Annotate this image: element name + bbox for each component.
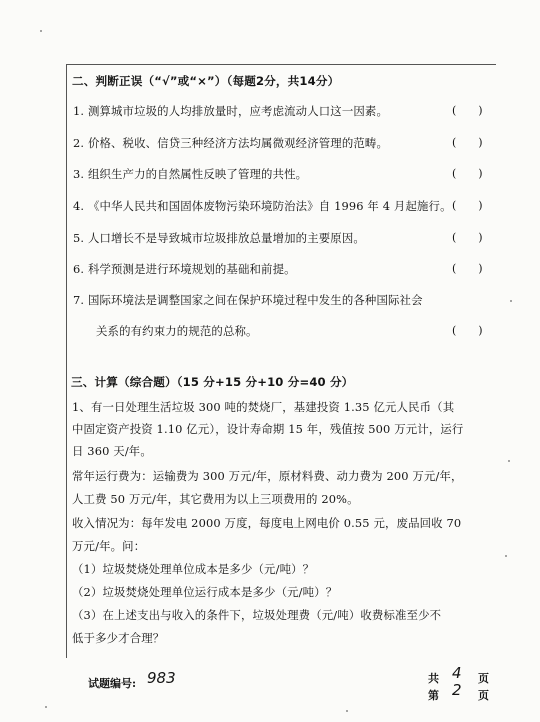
scan-speck xyxy=(505,555,507,557)
tf-item-5: 5. 人口增长不是导致城市垃圾排放总量增加的主要原因。 xyxy=(73,231,365,245)
tf-item-7-continued: 关系的有约束力的规范的总称。 xyxy=(96,324,258,338)
calc-problem-line-5: 人工费 50 万元/年，其它费用为以上三项费用的 20%。 xyxy=(72,492,359,506)
tf-item-2: 2. 价格、税收、信贷三种经济方法均属微观经济管理的范畴。 xyxy=(73,136,388,150)
calc-question-3: （3）在上述支出与收入的条件下，垃圾处理费（元/吨）收费标准至少不 xyxy=(72,608,442,622)
tf-answer-blank-1[interactable]: ( ) xyxy=(452,104,483,117)
tf-answer-blank-5[interactable]: ( ) xyxy=(452,231,483,244)
tf-answer-blank-3[interactable]: ( ) xyxy=(452,167,483,180)
calc-problem-line-7: 万元/年。问： xyxy=(72,539,146,553)
page-number-unit: 页 xyxy=(478,689,489,702)
calc-problem-line-4: 常年运行费为：运输费为 300 万元/年，原材料费、动力费为 200 万元/年， xyxy=(72,469,463,483)
page-number-label: 第 xyxy=(428,689,439,702)
tf-answer-blank-4[interactable]: ( ) xyxy=(452,199,483,212)
calc-problem-line-6: 收入情况为：每年发电 2000 万度，每度电上网电价 0.55 元，废品回收 70 xyxy=(72,516,462,530)
calc-problem-line-2: 中固定资产投资 1.10 亿元），设计寿命期 15 年，残值按 500 万元计，运行 xyxy=(72,422,464,436)
calc-question-1: （1）垃圾焚烧处理单位成本是多少（元/吨）？ xyxy=(72,562,315,576)
calc-problem-line-1: 1、有一日处理生活垃圾 300 吨的焚烧厂，基建投资 1.35 亿元人民币（其 xyxy=(72,400,455,414)
tf-item-3: 3. 组织生产力的自然属性反映了管理的共性。 xyxy=(73,167,308,181)
tf-item-4: 4. 《中华人民共和国固体废物污染环境防治法》自 1996 年 4 月起施行。 xyxy=(73,199,452,213)
scan-speck xyxy=(45,706,47,708)
scan-speck xyxy=(346,710,348,712)
total-pages-value: 4 xyxy=(452,664,462,682)
exam-code-label: 试题编号: xyxy=(88,677,137,690)
top-border-line xyxy=(66,64,496,65)
calc-problem-line-3: 日 360 天/年。 xyxy=(72,444,152,458)
left-border-line xyxy=(66,64,67,658)
scan-speck xyxy=(508,460,510,462)
section2-heading: 二、判断正误（“√”或“×”）（每题2分，共14分） xyxy=(72,74,340,88)
scan-speck xyxy=(510,300,512,302)
page-number-value: 2 xyxy=(452,681,462,699)
tf-answer-blank-6[interactable]: ( ) xyxy=(452,262,483,275)
tf-answer-blank-7[interactable]: ( ) xyxy=(452,324,483,337)
scan-speck xyxy=(40,30,42,32)
calc-question-2: （2）垃圾焚烧处理单位运行成本是多少（元/吨）？ xyxy=(72,585,338,599)
tf-answer-blank-2[interactable]: ( ) xyxy=(452,136,483,149)
tf-item-1: 1. 测算城市垃圾的人均排放量时，应考虑流动人口这一因素。 xyxy=(73,104,388,118)
section3-heading: 三、计算（综合题）（15 分+15 分+10 分=40 分） xyxy=(71,375,354,389)
calc-question-3-continued: 低于多少才合理？ xyxy=(72,631,165,645)
exam-code-value: 983 xyxy=(147,669,176,687)
tf-item-7: 7. 国际环境法是调整国家之间在保护环境过程中发生的各种国际社会 xyxy=(73,293,423,307)
total-pages-label: 共 xyxy=(428,672,439,685)
tf-item-6: 6. 科学预测是进行环境规划的基础和前提。 xyxy=(73,262,296,276)
total-pages-unit: 页 xyxy=(478,672,489,685)
